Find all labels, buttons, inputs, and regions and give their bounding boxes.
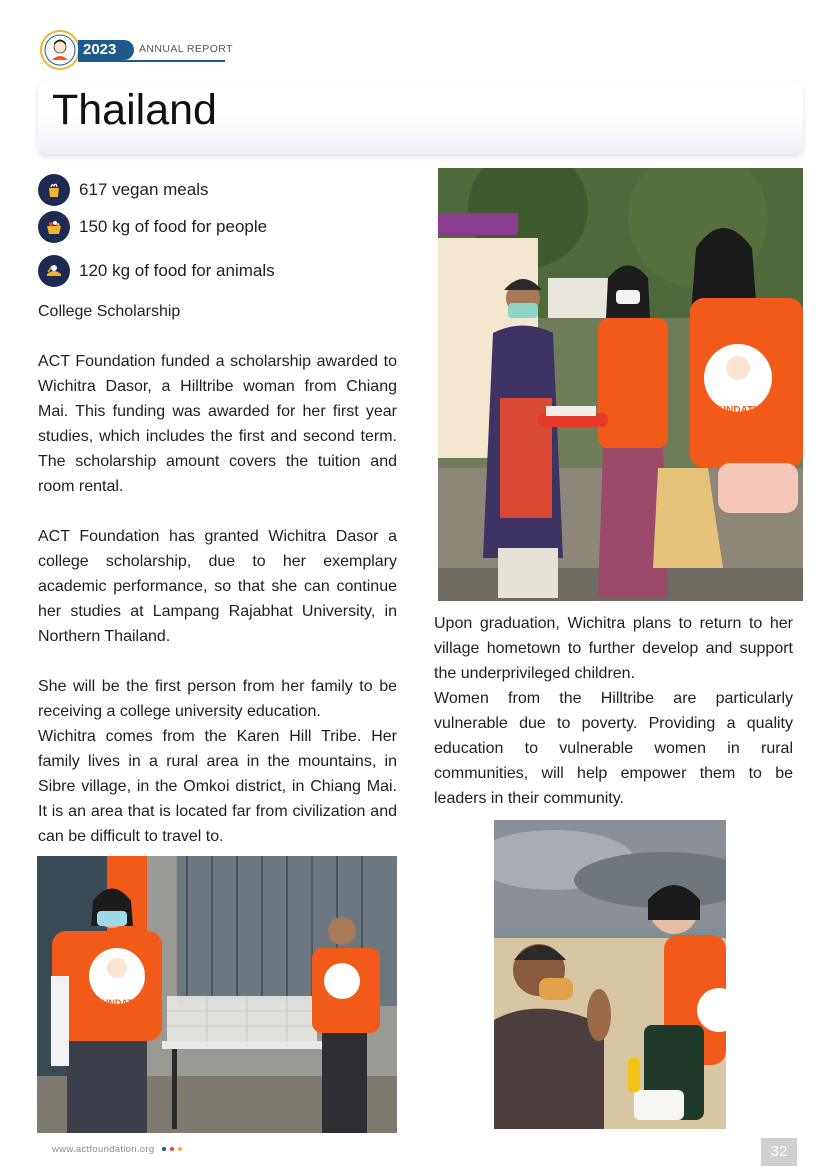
report-label: ANNUAL REPORT bbox=[139, 43, 233, 55]
right-column-text bbox=[434, 611, 793, 811]
shirt-logo-text: FOUNDATION bbox=[89, 998, 149, 1008]
stat-text: 150 kg of food for people bbox=[79, 217, 268, 236]
photo-volunteers-street bbox=[438, 168, 803, 601]
stat-vegan-meals bbox=[38, 173, 208, 207]
left-column-text bbox=[38, 299, 397, 849]
dot-yellow bbox=[178, 1147, 182, 1151]
stat-food-for-people bbox=[38, 210, 267, 244]
dot-blue bbox=[162, 1147, 166, 1151]
vegan-meal-icon bbox=[38, 174, 70, 206]
stat-text: 120 kg of food for animals bbox=[79, 261, 275, 280]
shirt-logo-text: FOUNDATION bbox=[705, 405, 771, 416]
year-badge: 2023 bbox=[78, 40, 134, 60]
food-basket-icon bbox=[38, 211, 70, 243]
page-title: Thailand bbox=[52, 86, 217, 134]
animal-food-icon bbox=[38, 255, 70, 287]
footer-dots bbox=[162, 1147, 182, 1151]
stat-text: 617 vegan meals bbox=[79, 180, 209, 199]
section-heading: College Scholarship bbox=[38, 303, 181, 320]
dot-red bbox=[170, 1147, 174, 1151]
header-divider bbox=[78, 60, 225, 62]
photo-beach-greeting bbox=[494, 820, 726, 1129]
photo-volunteers-food-table bbox=[37, 856, 397, 1133]
paragraph: ACT Foundation funded a scholarship awarded to Wichitra Dasor, a Hilltribe woman from Chiang Mai. This funding was awarded for her first year studies, which includes the first and second term. The scholarship amount covers the tuition and room rental. bbox=[38, 353, 397, 495]
act-foundation-logo bbox=[40, 30, 80, 70]
stat-food-for-animals bbox=[38, 254, 275, 288]
paragraph: ACT Foundation has granted Wichitra Dasor a college scholarship, due to her exemplary academic performance, so that she can continue her studies at Lampang Rajabhat University, in Northern Thailand. bbox=[38, 528, 397, 645]
paragraph: Wichitra comes from the Karen Hill Tribe. Her family lives in a rural area in the mountains, in Sibre village, in the Omkoi district, in Chiang Mai. It is an area that is located far from civilization and can be difficult to travel to. bbox=[38, 728, 397, 845]
paragraph: She will be the first person from her family to be receiving a college university education. bbox=[38, 678, 397, 720]
paragraph: Upon graduation, Wichitra plans to return to her village hometown to further develop and support the underprivileged children. bbox=[434, 615, 793, 682]
footer-url[interactable]: www.actfoundation.org bbox=[52, 1144, 155, 1155]
paragraph: Women from the Hilltribe are particularly vulnerable due to poverty. Providing a quality education to vulnerable women in rural communities, will help empower them to be leaders in their community. bbox=[434, 690, 793, 807]
page-number: 32 bbox=[761, 1138, 797, 1166]
